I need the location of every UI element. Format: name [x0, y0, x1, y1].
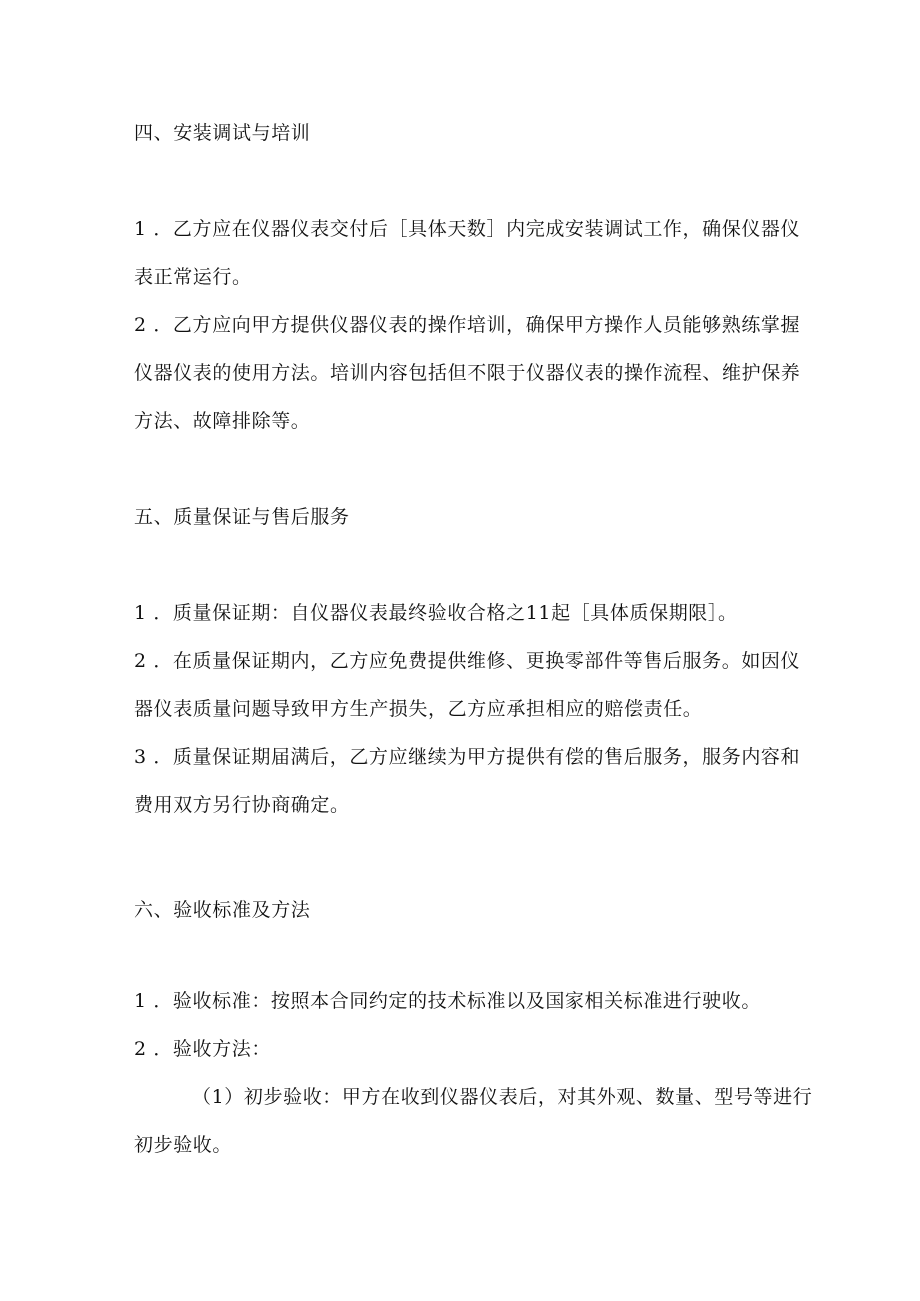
paragraph-line-indented: （1）初步验收：甲方在收到仪器仪表后，对其外观、数量、型号等进行	[192, 1086, 813, 1108]
section-heading-acceptance: 六、验收标准及方法	[134, 899, 311, 921]
paragraph-line: 3 ．质量保证期届满后，乙方应继续为甲方提供有偿的售后服务，服务内容和	[134, 746, 801, 768]
paragraph-line: 器仪表质量问题导致甲方生产损失，乙方应承担相应的赔偿责任。	[134, 698, 703, 720]
paragraph-line: 1 ．验收标准：按照本合同约定的技术标准以及国家相关标准进行驶收。	[134, 990, 761, 1012]
section-heading-installation: 四、安装调试与培训	[134, 122, 311, 144]
paragraph-line: 表正常运行。	[134, 266, 252, 288]
paragraph-line: 2 ．验收方法：	[134, 1038, 271, 1060]
paragraph-line: 2 ．乙方应向甲方提供仪器仪表的操作培训，确保甲方操作人员能够熟练掌握	[134, 314, 801, 336]
paragraph-line: 1 ．质量保证期：自仪器仪表最终验收合格之11起［具体质保期限］。	[134, 602, 738, 624]
paragraph-line: 费用双方另行协商确定。	[134, 794, 350, 816]
paragraph-line: 初步验收。	[134, 1134, 233, 1156]
paragraph-line: 仪器仪表的使用方法。培训内容包括但不限于仪器仪表的操作流程、维护保养	[134, 362, 801, 384]
paragraph-line: 方法、故障排除等。	[134, 410, 311, 432]
paragraph-line: 2 ．在质量保证期内，乙方应免费提供维修、更换零部件等售后服务。如因仪	[134, 650, 801, 672]
section-heading-warranty: 五、质量保证与售后服务	[134, 506, 350, 528]
paragraph-line: 1 ．乙方应在仪器仪表交付后［具体天数］内完成安装调试工作，确保仪器仪	[134, 218, 801, 240]
